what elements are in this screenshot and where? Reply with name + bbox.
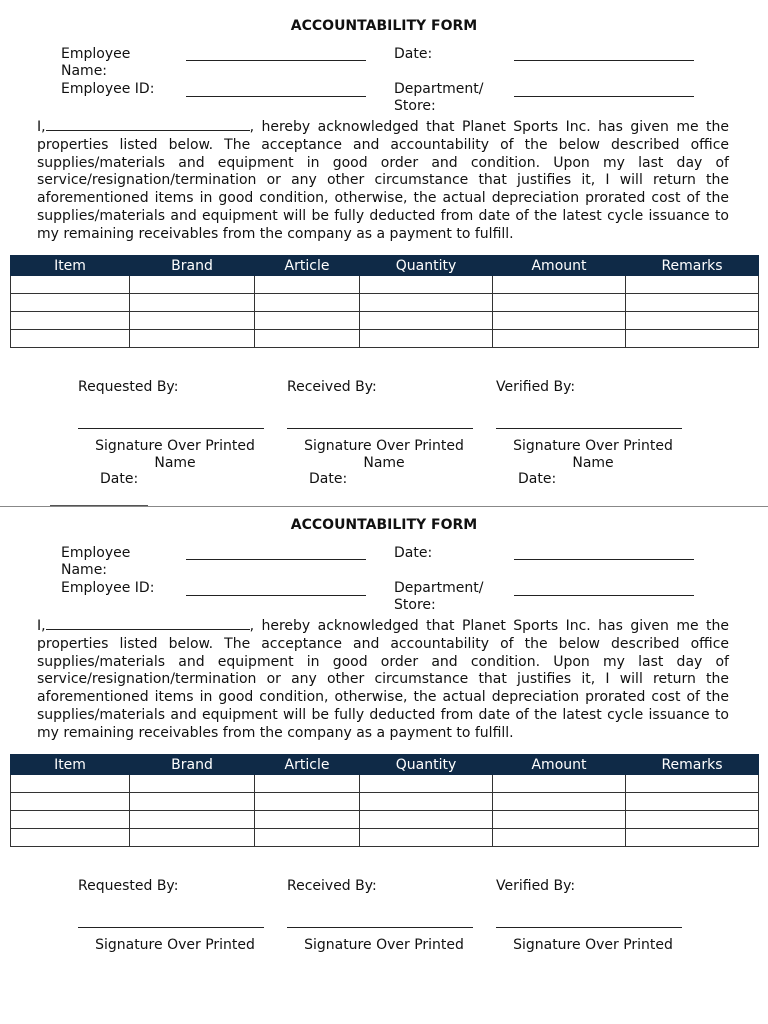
table-cell[interactable] [626,829,759,847]
employee-id-label: Employee ID: [61,81,155,97]
department-label: Department/ Store: [394,580,484,613]
verified-signature-line[interactable] [496,927,682,928]
date-field[interactable] [514,559,694,560]
column-header-brand: Brand [130,256,255,276]
table-cell[interactable] [493,829,626,847]
table-cell[interactable] [493,276,626,294]
page-separator [0,506,768,507]
column-header-quantity: Quantity [360,256,493,276]
column-header-item: Item [11,256,130,276]
acknowledger-name-field[interactable] [46,617,250,630]
verified-by-label: Verified By: [496,379,576,395]
table-cell[interactable] [626,294,759,312]
form-title: ACCOUNTABILITY FORM [290,18,478,34]
table-cell[interactable] [130,829,255,847]
verified-date-label: Date: [518,471,557,487]
table-cell[interactable] [493,312,626,330]
department-field[interactable] [514,96,694,97]
received-date-label: Date: [309,471,348,487]
requested-date-label: Date: [100,471,139,487]
table-cell[interactable] [11,294,130,312]
requested-signature-line[interactable] [78,428,264,429]
table-cell[interactable] [360,294,493,312]
items-table [10,754,759,847]
column-header-quantity: Quantity [360,755,493,775]
employee-name-label: Employee Name: [61,46,131,79]
table-cell[interactable] [11,276,130,294]
requested-by-label: Requested By: [78,878,179,894]
table-cell[interactable] [626,775,759,793]
column-header-remarks: Remarks [626,755,759,775]
table-row [11,829,759,847]
employee-name-label: Employee Name: [61,545,131,578]
table-cell[interactable] [360,793,493,811]
received-by-label: Received By: [287,379,377,395]
table-cell[interactable] [11,811,130,829]
date-label: Date: [394,545,433,561]
column-header-remarks: Remarks [626,256,759,276]
requested-signature-line[interactable] [78,927,264,928]
received-signature-caption: Signature Over Printed [304,937,464,953]
date-field[interactable] [514,60,694,61]
verified-signature-caption: Signature Over Printed [513,937,673,953]
table-header-row [11,755,759,775]
table-cell[interactable] [626,793,759,811]
table-cell[interactable] [255,330,360,348]
table-cell[interactable] [255,811,360,829]
items-table [10,255,759,348]
table-cell[interactable] [255,312,360,330]
date-label: Date: [394,46,433,62]
employee-id-label: Employee ID: [61,580,155,596]
column-header-amount: Amount [493,755,626,775]
acknowledger-name-field[interactable] [46,118,250,131]
acknowledgement-statement [37,118,729,244]
column-header-article: Article [255,755,360,775]
requested-signature-caption: Signature Over Printed [95,937,255,953]
table-row [11,330,759,348]
table-cell[interactable] [11,330,130,348]
employee-name-field[interactable] [186,559,366,560]
table-cell[interactable] [360,829,493,847]
received-signature-line[interactable] [287,927,473,928]
column-header-article: Article [255,256,360,276]
verified-signature-line[interactable] [496,428,682,429]
statement-body: , hereby acknowledged that Planet Sports Inc. has given me the properties listed below. The acceptance and accountability of the below described office supplies/materials and equipment in good order and condition. Upon my last day of service/resignation/termination or any other circumstance that justifies it, I will return the aforementioned items in good condition, otherwise, the actual depreciation prorated cost of the supplies/materials and equipment will be fully deducted from date of the latest cycle issuance to my remaining receivables from the company as a payment to fulfill. [37,618,729,741]
table-row [11,793,759,811]
table-cell[interactable] [11,312,130,330]
form-title: ACCOUNTABILITY FORM [290,517,478,533]
employee-name-field[interactable] [186,60,366,61]
table-row [11,276,759,294]
table-cell[interactable] [493,294,626,312]
table-cell[interactable] [255,276,360,294]
table-cell[interactable] [493,330,626,348]
table-cell[interactable] [11,793,130,811]
table-cell[interactable] [130,294,255,312]
table-cell[interactable] [130,276,255,294]
table-row [11,294,759,312]
department-label: Department/ Store: [394,81,484,114]
table-cell[interactable] [255,294,360,312]
table-cell[interactable] [130,793,255,811]
table-cell[interactable] [130,312,255,330]
table-row [11,811,759,829]
table-cell[interactable] [493,775,626,793]
table-row [11,775,759,793]
received-signature-caption: Signature Over Printed Name [304,438,464,471]
department-field[interactable] [514,595,694,596]
received-signature-line[interactable] [287,428,473,429]
table-cell[interactable] [360,330,493,348]
verified-signature-caption: Signature Over Printed Name [513,438,673,471]
employee-id-field[interactable] [186,96,366,97]
table-cell[interactable] [360,276,493,294]
table-cell[interactable] [360,312,493,330]
employee-id-field[interactable] [186,595,366,596]
table-cell[interactable] [360,811,493,829]
table-cell[interactable] [255,829,360,847]
column-header-amount: Amount [493,256,626,276]
requested-by-label: Requested By: [78,379,179,395]
statement-prefix: I, [37,119,46,135]
table-cell[interactable] [11,829,130,847]
acknowledgement-statement [37,617,729,743]
received-by-label: Received By: [287,878,377,894]
requested-signature-caption: Signature Over Printed Name [95,438,255,471]
table-cell[interactable] [255,793,360,811]
table-cell[interactable] [626,276,759,294]
table-cell[interactable] [130,811,255,829]
table-row [11,312,759,330]
table-header-row [11,256,759,276]
table-cell[interactable] [11,775,130,793]
table-cell[interactable] [130,330,255,348]
table-cell[interactable] [626,811,759,829]
column-header-brand: Brand [130,755,255,775]
column-header-item: Item [11,755,130,775]
statement-prefix: I, [37,618,46,634]
table-cell[interactable] [626,330,759,348]
table-cell[interactable] [626,312,759,330]
table-cell[interactable] [130,775,255,793]
verified-by-label: Verified By: [496,878,576,894]
statement-body: , hereby acknowledged that Planet Sports Inc. has given me the properties listed below. The acceptance and accountability of the below described office supplies/materials and equipment in good order and condition. Upon my last day of service/resignation/termination or any other circumstance that justifies it, I will return the aforementioned items in good condition, otherwise, the actual depreciation prorated cost of the supplies/materials and equipment will be fully deducted from date of the latest cycle issuance to my remaining receivables from the company as a payment to fulfill. [37,119,729,242]
table-cell[interactable] [493,811,626,829]
table-cell[interactable] [493,793,626,811]
table-cell[interactable] [255,775,360,793]
table-cell[interactable] [360,775,493,793]
